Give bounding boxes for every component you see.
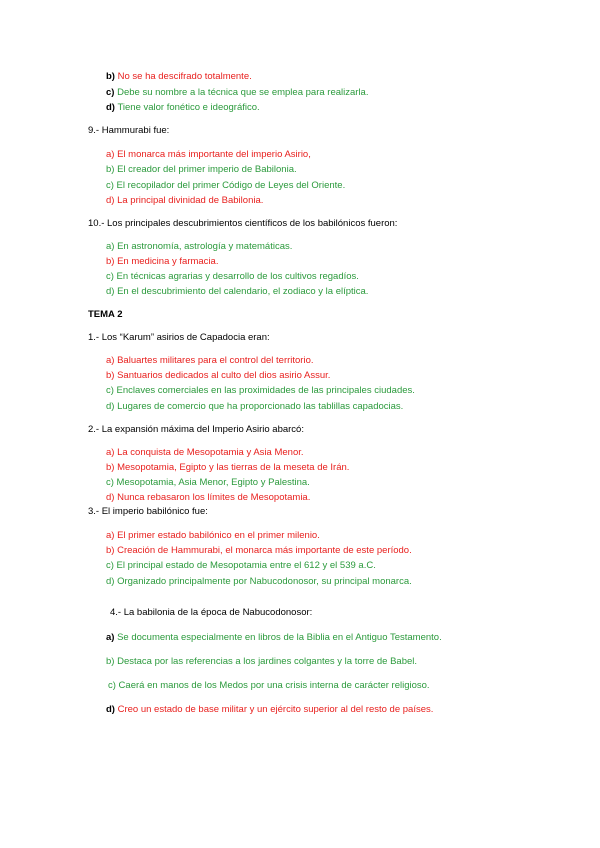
text-line <box>106 477 310 489</box>
line-text: Debe su nombre a la técnica que se emplea para realizarla. <box>117 87 369 98</box>
line-text: c) El principal estado de Mesopotamia entre el 612 y el 539 a.C. <box>106 560 376 571</box>
text-line <box>88 218 397 230</box>
text-line <box>110 607 312 619</box>
text-line <box>88 424 304 436</box>
text-line <box>106 164 297 176</box>
text-line <box>106 385 415 397</box>
line-text: d) La principal divinidad de Babilonia. <box>106 195 264 206</box>
text-line <box>106 180 345 192</box>
text-line <box>106 87 368 99</box>
line-text: b) Destaca por las referencias a los jardines colgantes y la torre de Babel. <box>106 656 418 667</box>
line-text: c) Mesopotamia, Asia Menor, Egipto y Palestina. <box>106 477 310 488</box>
line-text: No se ha descifrado totalmente. <box>117 71 252 82</box>
text-line <box>108 680 430 692</box>
option-letter: c) <box>106 87 115 98</box>
text-line <box>106 195 263 207</box>
line-text: c) Enclaves comerciales en las proximidades de las principales ciudades. <box>106 385 415 396</box>
line-text: d) Lugares de comercio que ha proporcionado las tablillas capadocias. <box>106 401 404 412</box>
line-text: c) Caerá en manos de los Medos por una crisis interna de carácter religioso. <box>108 680 430 691</box>
line-text: a) La conquista de Mesopotamia y Asia Menor. <box>106 447 304 458</box>
line-text: b) El creador del primer imperio de Babilonia. <box>106 164 297 175</box>
line-text: b) Creación de Hammurabi, el monarca más importante de este período. <box>106 545 412 556</box>
line-text: a) Baluartes militares para el control del territorio. <box>106 355 314 366</box>
option-letter: d) <box>106 102 115 113</box>
text-line <box>106 560 376 572</box>
line-text: 10.- Los principales descubrimientos científicos de los babilónicos fueron: <box>88 218 398 229</box>
line-text: 2.- La expansión máxima del Imperio Asirio abarcó: <box>88 424 304 435</box>
option-letter: b) <box>106 71 115 82</box>
option-letter: d) <box>106 704 115 715</box>
text-line <box>106 256 218 268</box>
text-line <box>88 506 208 518</box>
text-line <box>106 632 442 644</box>
line-text: a) El monarca más importante del imperio Asirio, <box>106 149 311 160</box>
text-line <box>106 102 260 114</box>
line-text: b) Mesopotamia, Egipto y las tierras de la meseta de Irán. <box>106 462 350 473</box>
text-line <box>88 125 169 137</box>
line-text: d) Organizado principalmente por Nabucodonosor, su principal monarca. <box>106 576 412 587</box>
text-line <box>106 286 368 298</box>
line-text: b) En medicina y farmacia. <box>106 256 219 267</box>
text-line <box>106 401 403 413</box>
line-text: b) Santuarios dedicados al culto del dios asirio Assur. <box>106 370 331 381</box>
line-text: a) El primer estado babilónico en el primer milenio. <box>106 530 320 541</box>
text-line <box>106 530 320 542</box>
text-line <box>106 370 330 382</box>
option-letter: a) <box>106 632 115 643</box>
line-text: TEMA 2 <box>88 309 123 320</box>
line-text: c) En técnicas agrarias y desarrollo de los cultivos regadíos. <box>106 271 359 282</box>
text-line <box>106 492 310 504</box>
text-line <box>106 241 292 253</box>
text-line <box>88 309 122 321</box>
line-text: Creo un estado de base militar y un ejército superior al del resto de países. <box>117 704 434 715</box>
line-text: 9.- Hammurabi fue: <box>88 125 170 136</box>
line-text: 4.- La babilonia de la época de Nabucodonosor: <box>110 607 313 618</box>
text-line <box>88 332 270 344</box>
text-line <box>106 545 412 557</box>
line-text: c) El recopilador del primer Código de Leyes del Oriente. <box>106 180 346 191</box>
text-line <box>106 576 412 588</box>
line-text: d) Nunca rebasaron los límites de Mesopotamia. <box>106 492 311 503</box>
line-text: 3.- El imperio babilónico fue: <box>88 506 208 517</box>
line-text: 1.- Los “Karum” asirios de Capadocia eran: <box>88 332 270 343</box>
text-line <box>106 149 311 161</box>
line-text: Tiene valor fonético e ideográfico. <box>117 102 260 113</box>
text-line <box>106 462 349 474</box>
text-line <box>106 656 417 668</box>
line-text: d) En el descubrimiento del calendario, el zodiaco y la elíptica. <box>106 286 369 297</box>
line-text: Se documenta especialmente en libros de la Biblia en el Antiguo Testamento. <box>117 632 442 643</box>
line-text: a) En astronomía, astrología y matemáticas. <box>106 241 293 252</box>
text-line <box>106 704 433 716</box>
text-line <box>106 71 252 83</box>
text-line <box>106 271 359 283</box>
text-line <box>106 447 304 459</box>
text-line <box>106 355 314 367</box>
